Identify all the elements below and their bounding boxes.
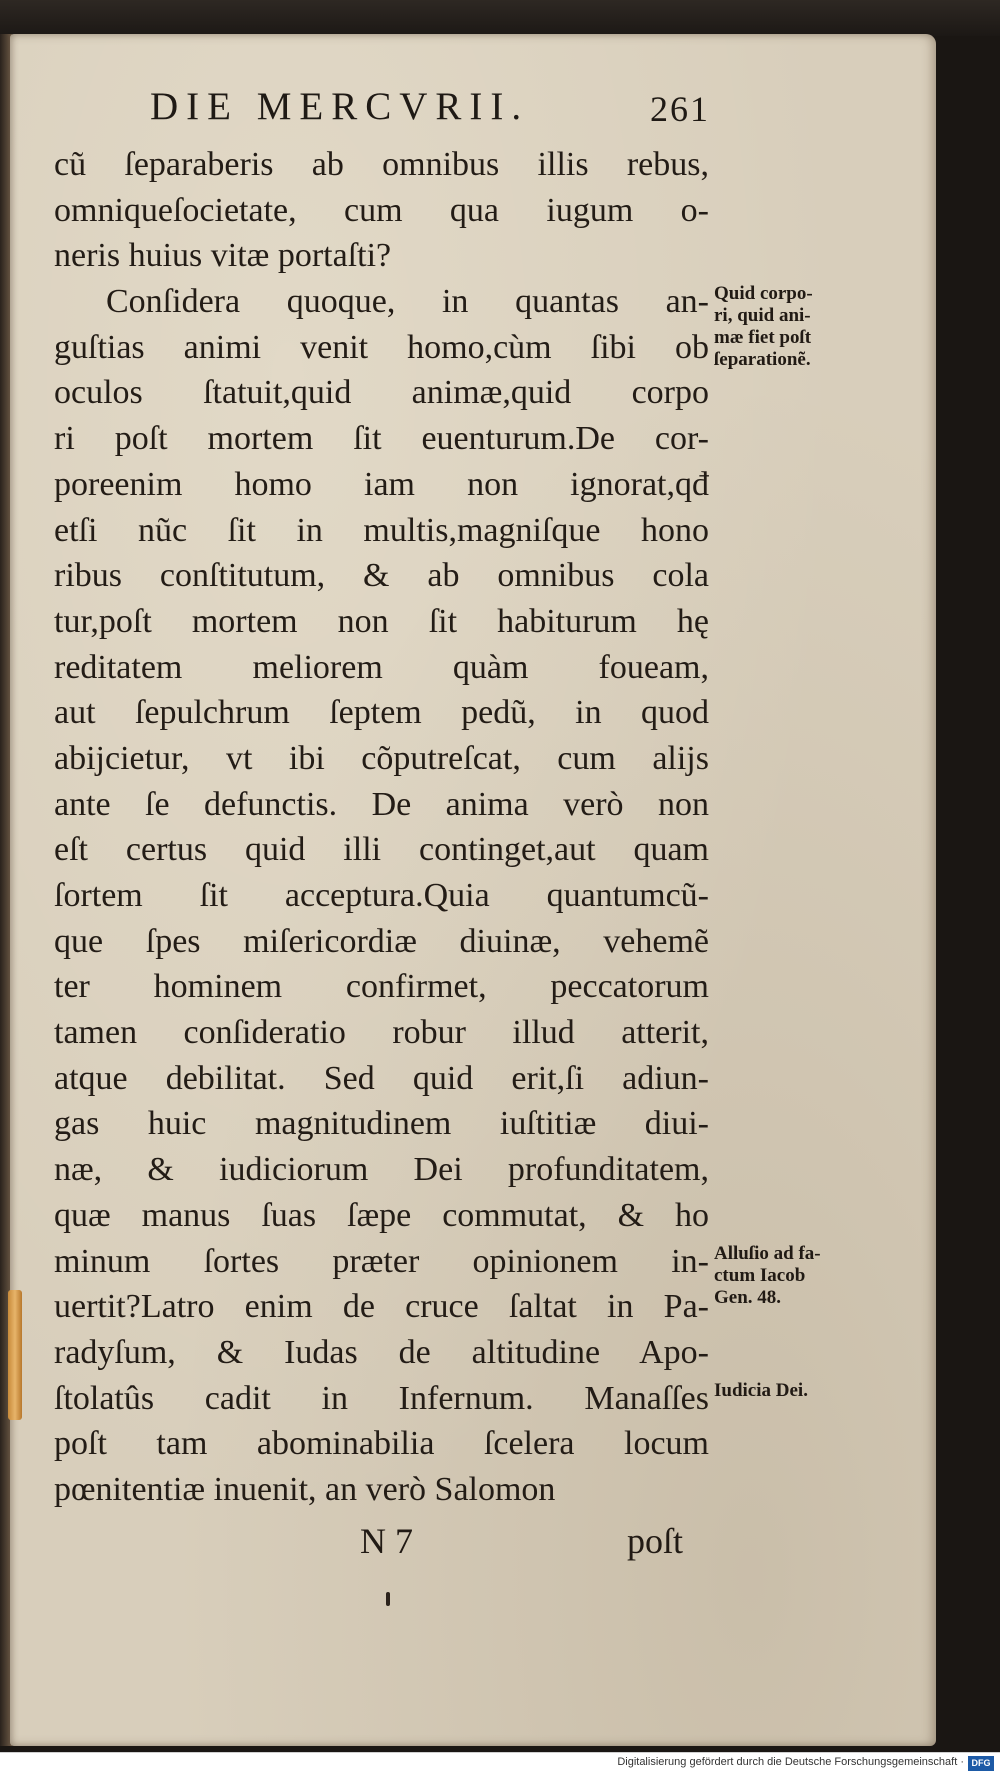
text-line: poſt tam abominabilia ſcelera locum xyxy=(54,1425,709,1463)
text-line: reditatem meliorem quàm foueam, xyxy=(54,648,709,686)
text-line: abijcietur, vt ibi cõputreſcat, cum alijs xyxy=(54,739,709,777)
text-line: neris huius vitæ portaſti? xyxy=(54,237,392,275)
footer-credit: Digitalisierung gefördert durch die Deutsche Forschungsgemeinschaft · xyxy=(617,1756,964,1768)
text-line: tur,poſt mortem non ſit habiturum hę xyxy=(54,602,709,640)
text-line: ſortem ſit acceptura.Quia quantumcũ- xyxy=(54,877,709,914)
text-line: atque debilitat. Sed quid erit,ſi adiun- xyxy=(54,1059,709,1097)
text-line: pœnitentiæ inuenit, an verò Salomon xyxy=(54,1470,556,1508)
footer-bar xyxy=(0,1752,1000,1776)
text-line: minum ſortes præter opinionem in- xyxy=(54,1242,709,1280)
text-line: oculos ſtatuit,quid animæ,quid corpo xyxy=(54,374,709,412)
text-line: ante ſe defunctis. De anima verò non xyxy=(54,785,709,823)
running-head: DIE MERCVRII. xyxy=(150,85,530,128)
text-line: tamen conſideratio robur illud atterit, xyxy=(54,1014,709,1052)
margin-note-line: Iudicia Dei. xyxy=(714,1379,808,1401)
text-line: omniqueſocietate, cum qua iugum o- xyxy=(54,191,709,229)
text-line: ter hominem confirmet, peccatorum xyxy=(54,968,709,1006)
ink-mark xyxy=(386,1592,390,1606)
dfg-logo-icon: DFG xyxy=(968,1756,994,1771)
text-line: ſtolatûs cadit in Infernum. Manaſſes xyxy=(54,1379,709,1417)
margin-note xyxy=(714,283,874,371)
text-line: eſt certus quid illi continget,aut quam xyxy=(54,831,709,869)
margin-note-line: ſeparationẽ. xyxy=(714,349,811,371)
text-line: que ſpes miſericordiæ diuinæ, vehemẽ xyxy=(54,922,709,960)
margin-note-line: ctum Iacob xyxy=(714,1264,806,1286)
margin-note-line: Gen. 48. xyxy=(714,1286,782,1308)
scan-background-top xyxy=(0,0,1000,36)
text-line: uertit?Latro enim de cruce ſaltat in Pa- xyxy=(54,1288,709,1326)
margin-note-line: mæ fiet poſt xyxy=(714,327,812,349)
text-line: cũ ſeparaberis ab omnibus illis rebus, xyxy=(54,146,709,183)
text-line: poreenim homo iam non ignorat,qđ xyxy=(54,465,709,503)
text-line: etſi nũc ſit in multis,magniſque hono xyxy=(54,511,709,549)
margin-note-line: Quid corpo- xyxy=(714,283,813,305)
margin-note xyxy=(714,1380,874,1402)
text-line: Conſidera quoque, in quantas an- xyxy=(106,283,709,321)
signature-mark: N 7 xyxy=(360,1521,413,1561)
text-line: ribus conſtitutum, & ab omnibus cola xyxy=(54,557,709,595)
text-line: ri poſt mortem ſit euenturum.De cor- xyxy=(54,420,709,458)
margin-note-line: Alluſio ad fa- xyxy=(714,1242,821,1264)
margin-note-line: ri, quid ani- xyxy=(714,305,811,327)
text-line: quæ manus ſuas ſæpe commutat, & ho xyxy=(54,1196,709,1234)
text-line: radyſum, & Iudas de altitudine Apo- xyxy=(54,1333,709,1371)
text-line: gas huic magnitudinem iuſtitiæ diui- xyxy=(54,1105,709,1143)
page-number: 261 xyxy=(650,89,710,129)
text-line: aut ſepulchrum ſeptem pedũ, in quod xyxy=(54,694,709,732)
text-line: guſtias animi venit homo,cùm ſibi ob xyxy=(54,328,709,366)
margin-note xyxy=(714,1243,874,1309)
body-text xyxy=(54,142,709,1513)
bookmark-ribbon xyxy=(8,1290,22,1420)
text-line: næ, & iudiciorum Dei profunditatem, xyxy=(54,1151,709,1189)
catchword: poſt xyxy=(627,1521,684,1561)
